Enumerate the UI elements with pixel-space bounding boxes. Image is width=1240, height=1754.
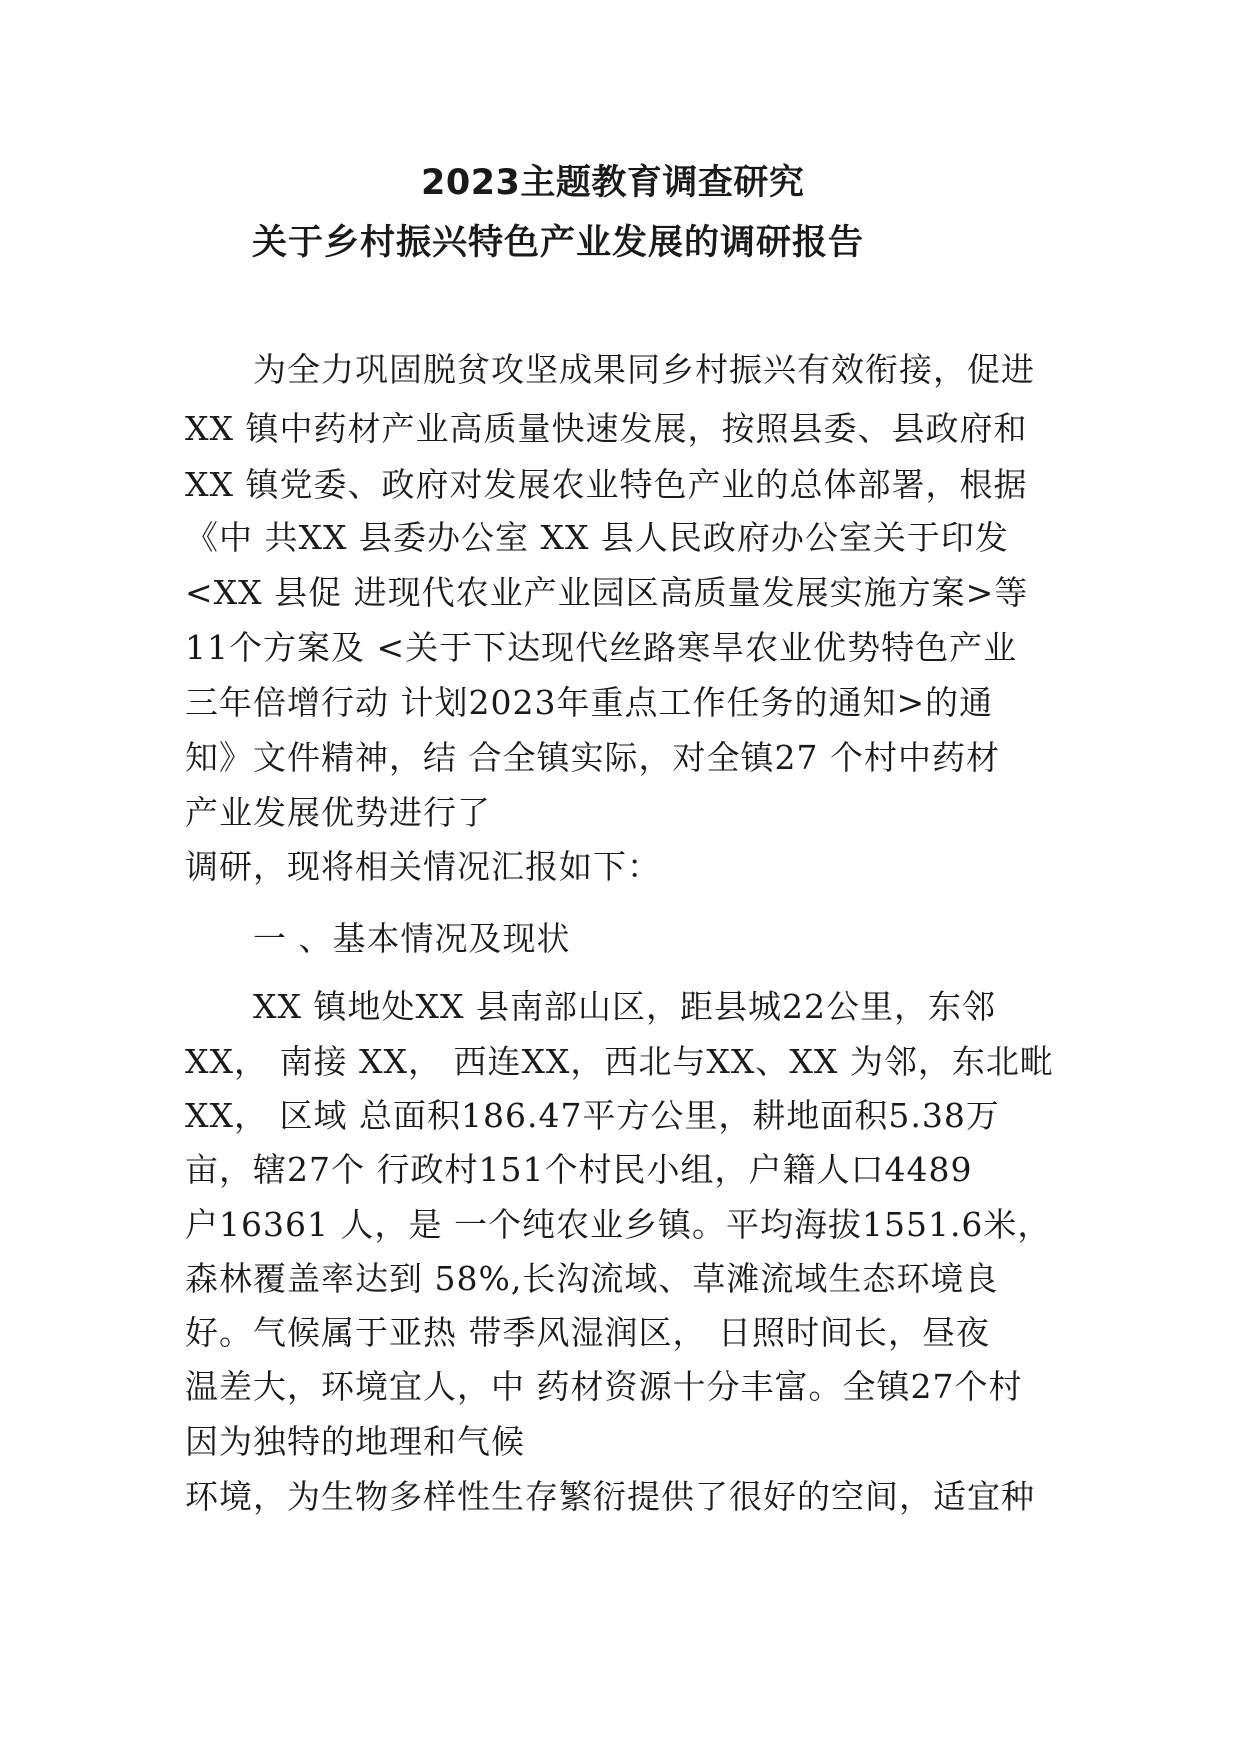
paragraph1-line: 调研，现将相关情况汇报如下： <box>185 847 661 886</box>
paragraph2-line: 因为独特的地理和气候 <box>185 1422 525 1461</box>
paragraph2-line: XX 镇地处XX 县南部山区，距县城22公里，东邻 <box>253 987 996 1026</box>
paragraph1-line: 11个方案及 <关于下达现代丝路寒旱农业优势特色产业 <box>185 628 1018 667</box>
section-heading: 一 、基本情况及现状 <box>253 919 571 958</box>
paragraph1-line: XX 镇党委、政府对发展农业特色产业的总体部署，根据 <box>185 465 1028 504</box>
paragraph1-line: 三年倍增行动 计划2023年重点工作任务的通知>的通 <box>185 683 994 722</box>
paragraph2-line: XX， 区域 总面积186.47平方公里，耕地面积5.38万 <box>185 1096 1000 1135</box>
paragraph1-line: 产业发展优势进行了 <box>185 793 491 832</box>
paragraph1-line: <XX 县促 进现代农业产业园区高质量发展实施方案>等 <box>185 573 1029 612</box>
paragraph2-line: 户16361 人，是 一个纯农业乡镇。平均海拔1551.6米， <box>185 1205 1052 1244</box>
paragraph1-line: 知》文件精神，结 合全镇实际，对全镇27 个村中药材 <box>185 738 1000 777</box>
paragraph2-line: XX， 南接 XX， 西连XX，西北与XX、XX 为邻，东北毗 <box>185 1042 1054 1081</box>
title-line-1: 2023主题教育调查研究 <box>421 163 805 203</box>
paragraph2-line: 环境，为生物多样性生存繁衍提供了很好的空间，适宜种 <box>185 1477 1035 1516</box>
paragraph2-line: 森林覆盖率达到 58%,长沟流域、草滩流域生态环境良 <box>185 1259 999 1298</box>
paragraph1-line: 为全力巩固脱贫攻坚成果同乡村振兴有效衔接，促进 <box>253 350 1035 389</box>
paragraph2-line: 亩，辖27个 行政村151个村民小组，户籍人口4489 <box>185 1150 973 1189</box>
paragraph1-line: 《中 共XX 县委办公室 XX 县人民政府办公室关于印发 <box>185 518 1009 557</box>
paragraph2-line: 温差大，环境宜人，中 药材资源十分丰富。全镇27个村 <box>185 1367 1023 1406</box>
paragraph1-line: XX 镇中药材产业高质量快速发展，按照县委、县政府和 <box>185 409 1028 448</box>
title-line-2: 关于乡村振兴特色产业发展的调研报告 <box>252 223 865 263</box>
paragraph2-line: 好。气候属于亚热 带季风湿润区， 日照时间长，昼夜 <box>185 1313 990 1352</box>
